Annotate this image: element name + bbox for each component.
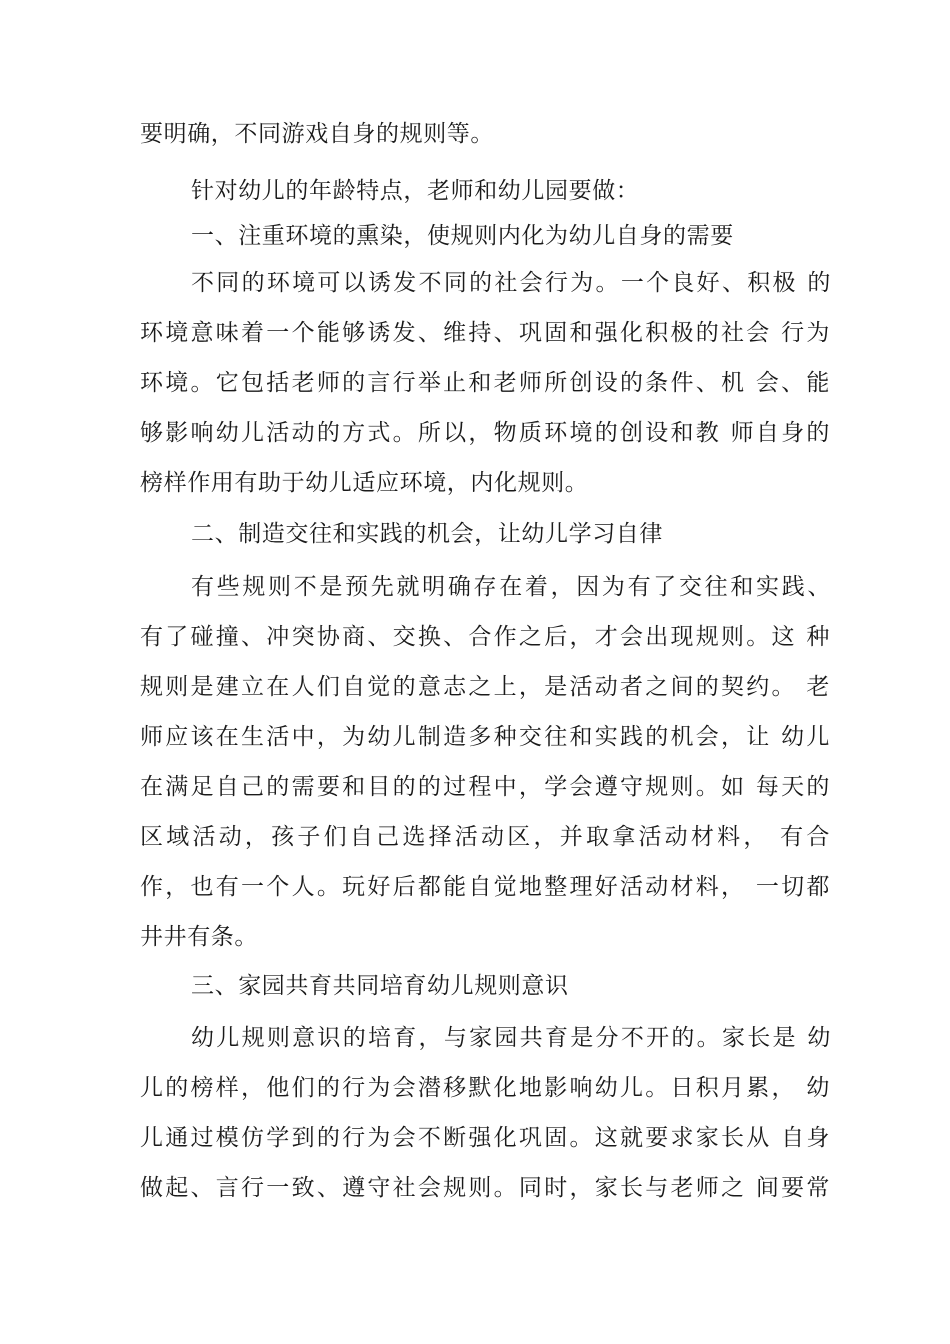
text-line-20: 儿的榜样，他们的行为会潜移默化地影响幼儿。日积月累， 幼 xyxy=(140,1075,830,1101)
text-line-8: 榜样作用有助于幼儿适应环境，内化规则。 xyxy=(140,470,589,496)
text-line-4: 不同的环境可以诱发不同的社会行为。一个良好、积极 的 xyxy=(191,270,831,296)
section-heading-3: 三、家园共育共同培育幼儿规则意识 xyxy=(191,973,569,999)
text-line-11: 有了碰撞、冲突协商、交换、合作之后，才会出现规则。这 种 xyxy=(140,624,830,650)
text-line-2: 针对幼儿的年龄特点，老师和幼儿园要做： xyxy=(191,178,640,204)
text-line-5: 环境意味着一个能够诱发、维持、巩固和强化积极的社会 行为 xyxy=(140,320,830,346)
text-line-21: 儿通过模仿学到的行为会不断强化巩固。这就要求家长从 自身 xyxy=(140,1125,830,1151)
text-line-15: 区域活动，孩子们自己选择活动区，并取拿活动材料， 有合 xyxy=(140,824,830,850)
text-line-12: 规则是建立在人们自觉的意志之上，是活动者之间的契约。 老 xyxy=(140,674,830,700)
text-line-22: 做起、言行一致、遵守社会规则。同时，家长与老师之 间要常 xyxy=(140,1175,830,1201)
text-line-17: 井井有条。 xyxy=(140,924,258,950)
text-line-10: 有些规则不是预先就明确存在着，因为有了交往和实践、 xyxy=(191,574,831,600)
section-heading-2: 二、制造交往和实践的机会，让幼儿学习自律 xyxy=(191,521,663,547)
text-line-19: 幼儿规则意识的培育，与家园共育是分不开的。家长是 幼 xyxy=(191,1025,831,1051)
text-line-16: 作，也有一个人。玩好后都能自觉地整理好活动材料， 一切都 xyxy=(140,874,830,900)
text-line-13: 师应该在生活中，为幼儿制造多种交往和实践的机会，让 幼儿 xyxy=(140,724,830,750)
text-line-7: 够影响幼儿活动的方式。所以，物质环境的创设和教 师自身的 xyxy=(140,420,830,446)
section-heading-1: 一、注重环境的熏染，使规则内化为幼儿自身的需要 xyxy=(191,223,734,249)
text-line-14: 在满足自己的需要和目的的过程中，学会遵守规则。如 每天的 xyxy=(140,774,830,800)
text-line-6: 环境。它包括老师的言行举止和老师所创设的条件、机 会、能 xyxy=(140,370,830,396)
text-line-1: 要明确，不同游戏自身的规则等。 xyxy=(140,121,494,147)
